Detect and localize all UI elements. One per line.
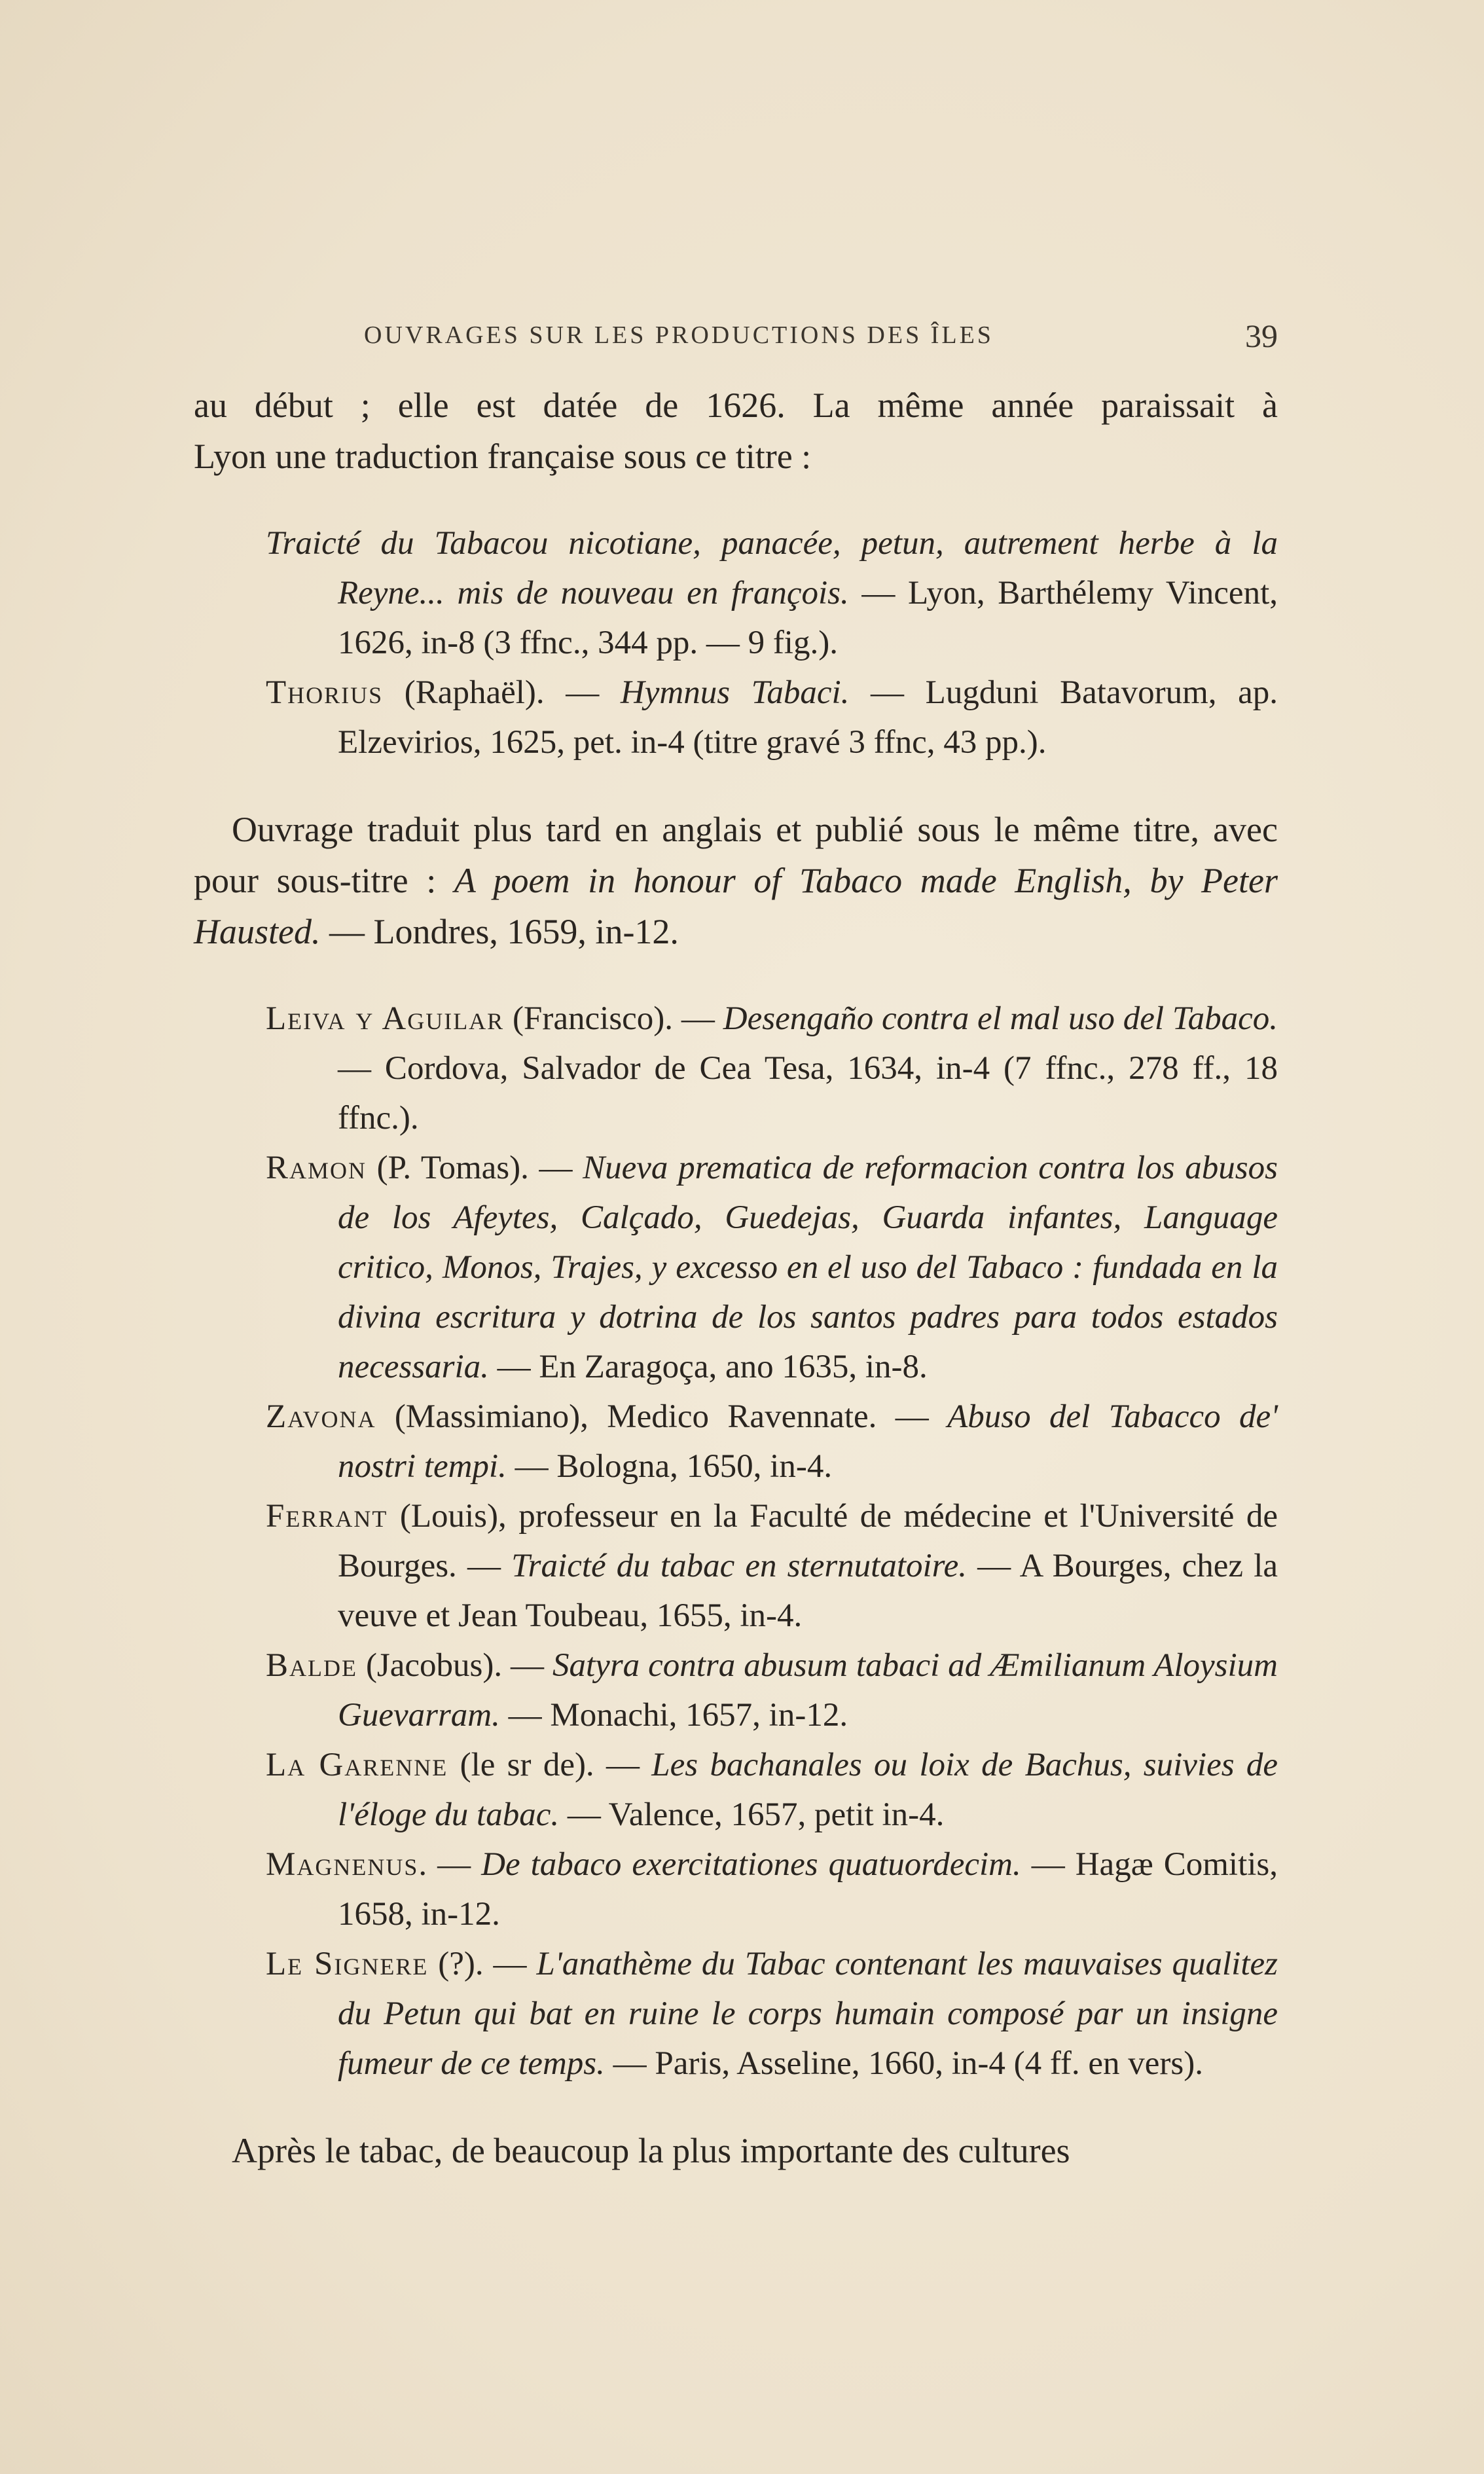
entry-author-rest: (le sr de). —	[448, 1747, 652, 1783]
intro-line-1: au début ; elle est datée de 1626. La même année paraissait à	[194, 386, 1278, 425]
entry-author: Le Signere	[266, 1946, 429, 1982]
spacer	[194, 767, 1278, 804]
entry-imprint: — Bologna, 1650, in-4.	[506, 1448, 833, 1485]
bibliography-entry	[194, 1840, 1278, 1939]
spacer	[194, 482, 1278, 518]
entry-imprint: — Paris, Asseline, 1660, in-4 (4 ff. en vers).	[604, 2045, 1203, 2082]
bibliography-entry	[194, 1939, 1278, 2088]
entry-title: Abuso del Tabacco de' nostri tempi.	[338, 1398, 1278, 1485]
entry-imprint: — En Zaragoça, ano 1635, in-8.	[488, 1349, 928, 1385]
entry-title: De tabaco exercitationes quatuordecim.	[481, 1846, 1021, 1883]
entry-author: La Garenne	[266, 1747, 448, 1783]
entry-author-rest: (Raphaël). —	[383, 674, 621, 711]
entry-imprint: — Lyon, Barthélemy Vincent, 1626, in-8 (3 ffnc., 344 pp. — 9 fig.).	[338, 575, 1278, 661]
entry-imprint: — A Bourges, chez la veuve et Jean Toubeau, 1655, in-4.	[338, 1548, 1278, 1634]
bibliography-entry	[194, 1740, 1278, 1840]
entry-author-rest: (Francisco). —	[504, 1000, 723, 1037]
spacer	[194, 957, 1278, 994]
entry-imprint: — Hagæ Comitis, 1658, in-12.	[338, 1846, 1278, 1933]
entry-imprint: — Lugduni Batavorum, ap. Elzevirios, 1625, pet. in-4 (titre gravé 3 ffnc, 43 pp.).	[338, 674, 1278, 761]
running-title: OUVRAGES SUR LES PRODUCTIONS DES ÎLES	[364, 321, 994, 349]
entry-title: Hymnus Tabaci.	[620, 674, 850, 711]
entry-author: Balde	[266, 1647, 357, 1684]
spacer	[194, 2088, 1278, 2125]
running-head	[364, 318, 1278, 360]
entry-author: Zavona	[266, 1398, 376, 1435]
entry-title: Satyra contra abusum tabaci ad Æmilianum Aloysium Guevarram.	[338, 1647, 1278, 1734]
entry-author-rest: (?). —	[428, 1946, 537, 1982]
bibliography-entry	[194, 1392, 1278, 1491]
bibliography-entry	[194, 994, 1278, 1143]
entry-title: Desengaño contra el mal uso del Tabaco.	[723, 1000, 1278, 1037]
entry-imprint: — Monachi, 1657, in-12.	[499, 1697, 848, 1734]
entry-author-rest: (Louis), professeur en la Faculté de médecine et l'Université de Bourges. —	[338, 1498, 1278, 1584]
entry-author-rest: (P. Tomas). —	[367, 1150, 583, 1186]
intro-paragraph	[194, 380, 1278, 431]
para-text-after: — Londres, 1659, in-12.	[320, 912, 679, 951]
intro-paragraph-cont	[194, 431, 1278, 482]
entry-author-rest: . —	[418, 1846, 482, 1883]
translation-paragraph	[194, 804, 1278, 957]
closing-line: Après le tabac, de beaucoup la plus importante des cultures	[232, 2131, 1070, 2170]
entry-title: Les bachanales ou loix de Bachus, suivies de l'éloge du tabac.	[338, 1747, 1278, 1833]
entry-author-rest: (Jacobus). —	[357, 1647, 553, 1684]
entry-imprint: — Cordova, Salvador de Cea Tesa, 1634, in-4 (7 ffnc., 278 ff., 18 ffnc.).	[338, 1050, 1278, 1137]
para-italic-title: A poem in honour of Tabaco made English, by Peter Hausted.	[194, 861, 1278, 951]
entry-author: Ramon	[266, 1150, 367, 1186]
para-text-before: Ouvrage traduit plus tard en anglais et publié sous le même titre, avec pour sous-titre :	[194, 810, 1278, 900]
page-body	[194, 380, 1278, 2176]
entry-title: Traicté du Tabacou nicotiane, panacée, petun, autrement herbe à la Reyne... mis de nouveau en françois.	[266, 525, 1278, 611]
closing-paragraph	[194, 2125, 1278, 2176]
bibliography-entry-thorius	[194, 668, 1278, 767]
bibliography-entry	[194, 1491, 1278, 1641]
page-number: 39	[1245, 318, 1278, 354]
entry-author: Magnenus	[266, 1846, 419, 1883]
bibliography-entry	[194, 1641, 1278, 1740]
entry-author-rest: (Massimiano), Medico Ravennate. —	[376, 1398, 948, 1435]
bibliography-entry-traicte	[194, 518, 1278, 668]
entry-author: Thorius	[266, 674, 384, 711]
entry-author: Leiva y Aguilar	[266, 1000, 505, 1037]
entry-title: Traicté du tabac en sternutatoire.	[511, 1548, 968, 1584]
entry-title: L'anathème du Tabac contenant les mauvaises qualitez du Petun qui bat en ruine le corps humain composé par un insigne fumeur de ce temps.	[338, 1946, 1278, 2082]
intro-line-2: Lyon une traduction française sous ce titre :	[194, 437, 812, 476]
entry-title: Nueva prematica de reformacion contra los abusos de los Afeytes, Calçado, Guedejas, Guarda infantes, Language critico, Monos, Trajes, y excesso en el uso del Tabaco : fundada en la divina escritura y dotrina de los santos padres para todos estados necessaria.	[338, 1150, 1278, 1385]
bibliography-entry	[194, 1143, 1278, 1392]
entry-author: Ferrant	[266, 1498, 388, 1535]
bibliography-list	[194, 994, 1278, 2088]
entry-imprint: — Valence, 1657, petit in-4.	[559, 1796, 945, 1833]
